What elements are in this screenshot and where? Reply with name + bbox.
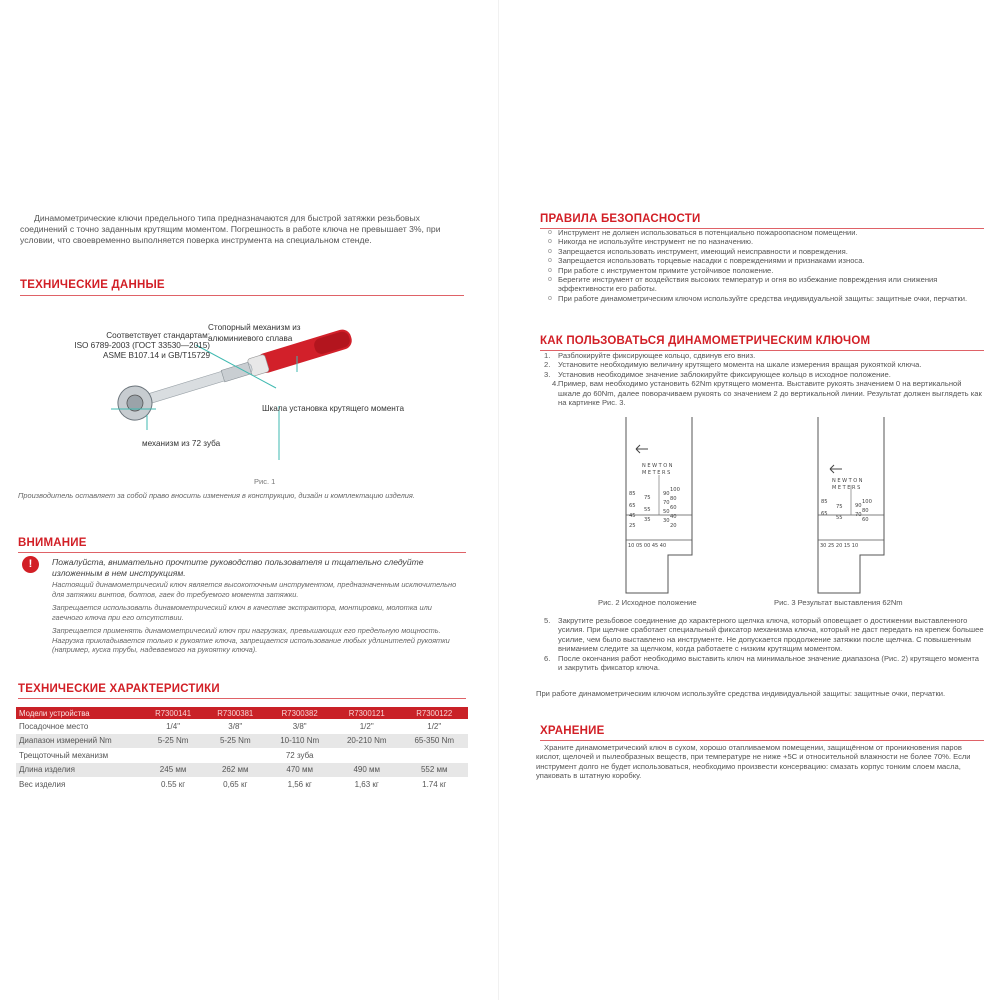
callout-scale: Шкала установка крутящего момента xyxy=(262,404,404,413)
specs-header-cell: R7300382 xyxy=(266,707,333,719)
step-text: После окончания работ необходимо выставить ключ на минимальное значение диапазона (Рис. 2) крутящего момента и закрутить фиксатор ключа. xyxy=(558,653,980,673)
list-item: o При работе с инструментом примите устойчивое положение. xyxy=(536,266,984,275)
table-cell: 1/4" xyxy=(166,721,181,731)
page-fold xyxy=(498,0,499,1000)
table-cell: 1.74 кг xyxy=(422,779,447,789)
table-cell: 470 мм xyxy=(266,763,333,778)
table-row xyxy=(16,734,468,749)
step-number: 4. xyxy=(552,379,559,389)
fig2-bottom-scale: 10 05 00 45 40 xyxy=(628,543,667,549)
table-cell: 5-25 Nm xyxy=(204,734,266,749)
tech-data-rule xyxy=(20,295,464,296)
table-cell: Трещоточный механизм xyxy=(19,750,109,760)
fig3-arrow-icon xyxy=(830,465,842,473)
table-cell xyxy=(142,748,204,763)
fig3-right-80: 80 xyxy=(862,508,869,514)
callout-lock xyxy=(208,322,301,344)
table-cell xyxy=(400,748,468,763)
callout-mechanism: механизм из 72 зуба xyxy=(142,439,221,448)
fig1-caption: Рис. 1 xyxy=(254,477,276,486)
fig2-scale-diagram xyxy=(606,415,726,595)
fig3-right-60: 60 xyxy=(862,517,869,523)
table-cell: Вес изделия xyxy=(19,779,66,789)
list-item: o Берегите инструмент от воздействия высоких температур и огня во избежание повреждения или снижения эффективности его работы. xyxy=(536,275,984,294)
fig2-right-80: 80 xyxy=(670,496,677,502)
fig2-left-25: 25 xyxy=(629,523,636,529)
list-item: o Никогда не используйте инструмент не по назначению. xyxy=(536,237,984,246)
callout-lock-line-2: алюминиевого сплава xyxy=(208,334,293,343)
list-item xyxy=(536,379,984,407)
fig2-right-90: 90 xyxy=(663,491,670,497)
fig2-right-30: 30 xyxy=(663,518,670,524)
usage-steps-continued xyxy=(536,616,984,672)
list-item xyxy=(536,616,984,654)
attention-rule xyxy=(18,552,466,553)
specs-header-cell: R7300121 xyxy=(333,707,400,719)
step-number: 6. xyxy=(544,653,551,663)
list-item: o Запрещается использовать торцевые насадки с повреждениями и признаками износа. xyxy=(536,256,984,265)
intro-text: Динамометрические ключи предельного типа предназначаются для быстрой затяжки резьбовых соединений с точно заданным крутящим моментом. Погрешность в работе ключа не превышает 3%, при условии, что своевременно выполняется поверка инструмента на специальном стенде. xyxy=(20,213,441,245)
disclaimer: Производитель оставляет за собой право вносить изменения в конструкцию, дизайн и комплектацию изделия. xyxy=(18,491,415,500)
right-page xyxy=(536,195,984,845)
storage-heading: ХРАНЕНИЕ xyxy=(540,725,605,737)
fig3-right-70: 70 xyxy=(855,512,862,518)
table-cell: Диапазон измерений Nm xyxy=(16,734,142,749)
step-number: 3. xyxy=(544,369,551,379)
fig2-brand-2: M E T E R S xyxy=(642,470,671,476)
table-cell: 3/8" xyxy=(292,721,307,731)
step-text: Закрутите резьбовое соединение до характерного щелчка ключа, который оповещает о достижении выставленного усилия. При щелчке сработает специальный фиксатор механизма ключа, который не даст передать на крепеж большее усилие, чем было выставлено на инструменте. Не допускается продолжение затяжки после щелчка. С повышенным вниманием следите за щелчком, когда работаете с низким крутящим моментом. xyxy=(558,616,984,654)
step-text: Разблокируйте фиксирующее кольцо, сдвинув его вниз. xyxy=(558,351,756,360)
attention-p1: Настоящий динамометрический ключ является высокоточным инструментом, предназначенным исключительно для затяжки винтов, болтов, гаек до требуемого момента затяжки. xyxy=(52,580,457,599)
table-cell: 262 мм xyxy=(204,763,266,778)
table-cell: 0,65 кг xyxy=(223,779,248,789)
callout-standards xyxy=(70,331,210,361)
list-item xyxy=(536,654,984,673)
table-cell: Посадочное место xyxy=(19,721,89,731)
table-cell: 65-350 Nm xyxy=(400,734,468,749)
specs-heading: ТЕХНИЧЕСКИЕ ХАРАКТЕРИСТИКИ xyxy=(18,683,220,695)
list-item: o При работе динамометрическим ключом используйте средства индивидуальной защиты: защитные очки, перчатки. xyxy=(536,294,984,303)
table-row xyxy=(16,763,468,778)
table-cell: 72 зуба xyxy=(285,750,314,760)
attention-heading: ВНИМАНИЕ xyxy=(18,537,87,549)
step-number: 1. xyxy=(544,351,551,360)
list-item: o Запрещается использовать инструмент, имеющий неисправности и повреждения. xyxy=(536,247,984,256)
step-number: 5. xyxy=(544,616,551,625)
fig3-bottom-scale: 30 25 20 15 10 xyxy=(820,543,859,549)
usage-final-note: При работе динамометрическим ключом используйте средства индивидуальной защиты: защитные очки, перчатки. xyxy=(536,689,946,698)
table-row xyxy=(16,719,468,734)
safety-list xyxy=(536,228,984,303)
fig3-brand-1: N E W T O N xyxy=(832,478,863,484)
fig2-left-35: 35 xyxy=(644,517,651,523)
table-cell: 490 мм xyxy=(333,763,400,778)
safety-heading: ПРАВИЛА БЕЗОПАСНОСТИ xyxy=(540,213,701,225)
step-text: Установите необходимую величину крутящего момента на шкале измерения вращая рукояткой ключа. xyxy=(558,360,922,370)
callout-standards-line-1: Соответствует стандартам: xyxy=(106,331,210,340)
table-cell: 1/2" xyxy=(427,721,442,731)
attention-lead: Пожалуйста, внимательно прочтите руководство пользователя и тщательно следуйте изложенным в нем инструкциям. xyxy=(52,557,424,578)
table-cell: 1,56 кг xyxy=(287,779,312,789)
table-cell: 552 мм xyxy=(400,763,468,778)
table-cell: 3/8" xyxy=(228,721,243,731)
table-cell: 0.55 кг xyxy=(160,779,186,789)
step-number: 2. xyxy=(544,360,551,370)
list-item xyxy=(536,370,984,379)
specs-header-row xyxy=(16,707,468,719)
table-cell: 1/2" xyxy=(359,721,374,731)
fig3-caption: Рис. 3 Результат выставления 62Nm xyxy=(774,598,903,607)
fig2-brand-1: N E W T O N xyxy=(642,463,673,469)
attention-p3: Запрещается применять динамометрический ключ при нагрузках, превышающих его предельную мощность. Нагрузка прикладывается только к рукоятке ключа, запрещается использование любых удлинителей рукоятки (например, куска трубы, надеваемого на рукоятку ключа). xyxy=(52,626,450,654)
fig2-left-45: 45 xyxy=(629,513,636,519)
callout-standards-line-3: ASME B107.14 и GB/T15729 xyxy=(103,351,210,360)
table-cell: 10-110 Nm xyxy=(266,734,333,749)
fig3-left-55: 55 xyxy=(836,515,843,521)
fig3-right-90: 90 xyxy=(855,503,862,509)
warning-icon: ! xyxy=(22,556,39,573)
fig2-right-100: 100 xyxy=(670,487,680,493)
callout-lock-line-1: Стопорный механизм из xyxy=(208,323,301,332)
attention-p2: Запрещается использовать динамометрический ключ в качестве экстрактора, монтировки, молотка или гаечного ключа при его отсутствии. xyxy=(52,603,432,622)
specs-table xyxy=(16,707,468,792)
list-item xyxy=(536,351,984,360)
specs-header-cell: R7300141 xyxy=(142,707,204,719)
usage-heading: КАК ПОЛЬЗОВАТЬСЯ ДИНАМОМЕТРИЧЕСКИМ КЛЮЧОМ xyxy=(540,335,871,347)
fig2-left-75: 75 xyxy=(644,495,651,501)
storage-rule xyxy=(540,740,984,741)
fig2-arrow-icon xyxy=(636,445,648,453)
storage-text: Храните динамометрический ключ в сухом, хорошо отапливаемом помещении, защищённом от проникновения паров кислот, щелочей и пылеобразных веществ, при температуре не ниже +5С и относительной влажности не более 70%. Если инструмент долго не будет использоваться, необходимо произвести консервацию: смазать корпус тонким слоем масла, упаковать в штатную коробку. xyxy=(536,743,971,781)
fig3-left-65: 65 xyxy=(821,511,828,517)
step-text: Пример, вам необходимо установить 62Nm крутящего момента. Выставите рукоять значением 0 на вертикальной шкале до 60Nm, далее поворачиваем рукоять со значением 2 до вертикальной линии. Результат должен выглядеть как на картинке Рис. 3. xyxy=(558,379,982,408)
table-cell xyxy=(333,748,400,763)
fig3-scale-diagram xyxy=(794,415,914,595)
usage-steps xyxy=(536,351,984,407)
table-row xyxy=(16,777,468,792)
fig2-left-55: 55 xyxy=(644,507,651,513)
fig2-right-40: 40 xyxy=(670,514,677,520)
specs-header-cell: Модели устройства xyxy=(16,707,142,719)
fig3-left-85: 85 xyxy=(821,499,828,505)
specs-header-cell: R7300122 xyxy=(400,707,468,719)
list-item xyxy=(536,360,984,369)
specs-rule xyxy=(18,698,466,699)
fig3-brand-2: M E T E R S xyxy=(832,485,861,491)
table-row xyxy=(16,748,468,763)
fig2-right-20: 20 xyxy=(670,523,677,529)
fig2-right-50: 50 xyxy=(663,509,670,515)
fig2-left-85: 85 xyxy=(629,491,636,497)
table-cell: 5-25 Nm xyxy=(142,734,204,749)
fig3-left-75: 75 xyxy=(836,504,843,510)
table-cell xyxy=(204,748,266,763)
left-page xyxy=(16,195,468,845)
step-text: Установив необходимое значение заблокируйте фиксирующее кольцо в исходное положение. xyxy=(558,369,891,379)
fig2-right-60: 60 xyxy=(670,505,677,511)
table-cell: Длина изделия xyxy=(16,763,142,778)
fig2-left-65: 65 xyxy=(629,503,636,509)
specs-header-cell: R7300381 xyxy=(204,707,266,719)
table-cell: 20-210 Nm xyxy=(333,734,400,749)
fig3-right-100: 100 xyxy=(862,499,872,505)
table-cell: 245 мм xyxy=(142,763,204,778)
fig2-caption: Рис. 2 Исходное положение xyxy=(598,598,697,607)
callout-standards-line-2: ISO 6789-2003 (ГОСТ 33530—2015) xyxy=(74,341,210,350)
fig2-right-70: 70 xyxy=(663,500,670,506)
list-item: o Инструмент не должен использоваться в потенциально пожароопасном помещении. xyxy=(536,228,984,237)
tech-data-heading: ТЕХНИЧЕСКИЕ ДАННЫЕ xyxy=(20,279,165,291)
table-cell: 1,63 кг xyxy=(354,779,379,789)
